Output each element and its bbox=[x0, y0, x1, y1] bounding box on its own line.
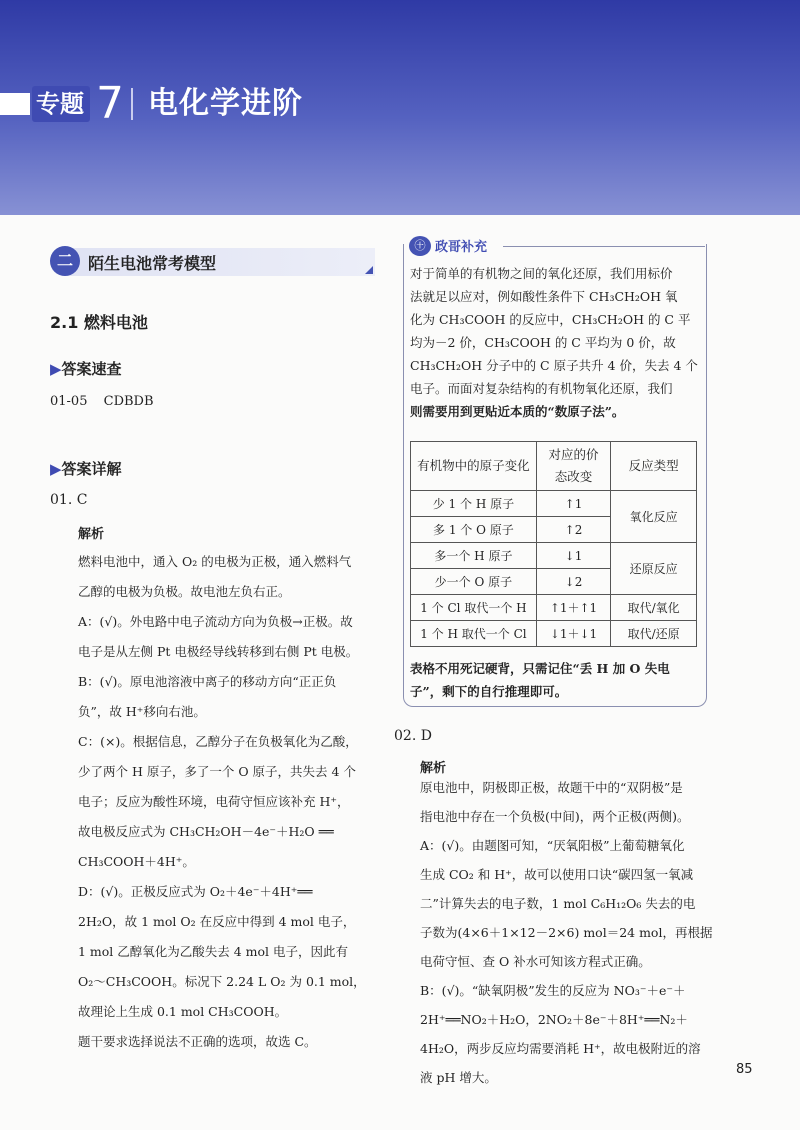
q2-number: 02. D bbox=[394, 728, 432, 744]
section-badge: 二 bbox=[50, 246, 80, 276]
q1-line: 少了两个 H 原子，多了一个 O 原子，共失去 4 个 bbox=[78, 764, 356, 779]
supplement-line: 法就足以应对，例如酸性条件下 CH₃CH₂OH 氧 bbox=[410, 289, 678, 304]
table-row bbox=[411, 543, 697, 569]
chapter-label: 专题 bbox=[32, 86, 90, 122]
detail-heading bbox=[50, 458, 122, 479]
quick-heading-text: 答案速查 bbox=[61, 360, 122, 378]
table-cell: 少 1 个 H 原子 bbox=[411, 491, 537, 517]
quick-answers bbox=[50, 394, 154, 409]
q2-line: 电荷守恒、查 O 补水可知该方程式正确。 bbox=[420, 954, 651, 969]
q2-line: A：(√)。由题图可知，“厌氧阳极”上葡萄糖氧化 bbox=[420, 838, 685, 853]
subsection-title: 2.1 燃料电池 bbox=[50, 313, 148, 332]
table-cell: ↓1 bbox=[536, 543, 610, 569]
supplement-line: 电子。而面对复杂结构的有机物氧化还原，我们 bbox=[410, 381, 673, 396]
triangle-right-icon: ▶ bbox=[50, 460, 62, 478]
table-cell: 1 个 H 取代一个 Cl bbox=[411, 621, 537, 647]
supplement-line: 对于简单的有机物之间的氧化还原，我们用标价 bbox=[410, 266, 673, 281]
q1-explanation bbox=[78, 547, 383, 1057]
q2-line: 生成 CO₂ 和 H⁺，故可以使用口诀“碳四氢一氧减 bbox=[420, 867, 694, 882]
q2-line: 原电池中，阴极即正极，故题干中的“双阴极”是 bbox=[420, 780, 683, 795]
supplement-header bbox=[403, 236, 705, 256]
corner-triangle-icon bbox=[365, 266, 373, 274]
supplement-line: 均为－2 价，CH₃COOH 的 C 平均为 0 价，故 bbox=[410, 335, 676, 350]
q2-jiexi: 解析 bbox=[420, 761, 447, 776]
q1-number: 01. C bbox=[50, 492, 88, 508]
q1-line: O₂～CH₃COOH。标况下 2.24 L O₂ 为 0.1 mol， bbox=[78, 974, 366, 989]
table-cell: 1 个 Cl 取代一个 H bbox=[411, 595, 537, 621]
q1-jiexi: 解析 bbox=[78, 527, 105, 542]
chapter-title: 电化学进阶 bbox=[148, 86, 303, 121]
quick-answer-heading bbox=[50, 358, 122, 379]
q1-line: 题干要求选择说法不正确的选项，故选 C。 bbox=[78, 1034, 317, 1049]
table-header-row bbox=[411, 442, 697, 491]
q1-line: 1 mol 乙醇氧化为乙酸失去 4 mol 电子，因此有 bbox=[78, 944, 349, 959]
quick-letters: CDBDB bbox=[103, 394, 154, 409]
table-row bbox=[411, 491, 697, 517]
q1-line: 2H₂O，故 1 mol O₂ 在反应中得到 4 mol 电子， bbox=[78, 914, 356, 929]
q1-line: D：(√)。正极反应式为 O₂＋4e⁻＋4H⁺══ bbox=[78, 884, 313, 899]
q1-line: 故电极反应式为 CH₃CH₂OH－4e⁻＋H₂O ══ bbox=[78, 824, 334, 839]
banner-strip bbox=[0, 93, 30, 115]
supplement-line: CH₃CH₂OH 分子中的 C 原子共升 4 价，失去 4 个 bbox=[410, 358, 698, 373]
table-row bbox=[411, 595, 697, 621]
table-header-cell: 对应的价态改变 bbox=[536, 442, 610, 491]
table-cell: 多一个 H 原子 bbox=[411, 543, 537, 569]
table-cell: 取代/氧化 bbox=[611, 595, 697, 621]
table-cell: ↓2 bbox=[536, 569, 610, 595]
section-header bbox=[50, 248, 375, 276]
page-number: 85 bbox=[736, 1062, 753, 1077]
q1-line: CH₃COOH＋4H⁺。 bbox=[78, 854, 195, 869]
triangle-right-icon: ▶ bbox=[50, 360, 62, 378]
table-cell: 氧化反应 bbox=[611, 491, 697, 543]
section-title: 陌生电池常考模型 bbox=[88, 254, 217, 273]
q2-line: 指电池中存在一个负极(中间)，两个正极(两侧)。 bbox=[420, 809, 690, 824]
q1-line: 负”，故 H⁺移向右池。 bbox=[78, 704, 206, 719]
table-cell: ↑2 bbox=[536, 517, 610, 543]
table-header-cell: 反应类型 bbox=[611, 442, 697, 491]
valence-table bbox=[410, 441, 697, 647]
q2-line: 二”计算失去的电子数，1 mol C₆H₁₂O₆ 失去的电 bbox=[420, 896, 696, 911]
chapter-number: 7 bbox=[96, 78, 124, 129]
supplement-foot-line: 子”，剩下的自行推理即可。 bbox=[410, 684, 568, 699]
q1-line: A：(√)。外电路中电子流动方向为负极→正极。故 bbox=[78, 614, 353, 629]
supplement-intro bbox=[410, 262, 700, 423]
q2-line: 子数为(4×6＋1×12－2×6) mol＝24 mol，再根据 bbox=[420, 925, 713, 940]
q1-line: 燃料电池中，通入 O₂ 的电极为正极，通入燃料气 bbox=[78, 554, 352, 569]
table-cell: 少一个 O 原子 bbox=[411, 569, 537, 595]
table-header-cell: 有机物中的原子变化 bbox=[411, 442, 537, 491]
q2-line: 2H⁺══NO₂＋H₂O，2NO₂＋8e⁻＋8H⁺══N₂＋ bbox=[420, 1012, 688, 1027]
q2-line: 液 pH 增大。 bbox=[420, 1070, 497, 1085]
table-cell: 多 1 个 O 原子 bbox=[411, 517, 537, 543]
q1-line: 乙醇的电极为负极。故电池左负右正。 bbox=[78, 584, 291, 599]
supplement-icon: ㊉ bbox=[409, 236, 431, 256]
chapter-banner bbox=[0, 0, 800, 215]
q2-explanation bbox=[420, 773, 735, 1092]
q1-line: 电子；反应为酸性环境，电荷守恒应该补充 H⁺， bbox=[78, 794, 350, 809]
q2-line: B：(√)。“缺氧阴极”发生的反应为 NO₃⁻＋e⁻＋ bbox=[420, 983, 686, 998]
q1-line: 电子是从左侧 Pt 电极经导线转移到右侧 Pt 电极。 bbox=[78, 644, 359, 659]
quick-range: 01-05 bbox=[50, 394, 88, 409]
q1-line: B：(√)。原电池溶液中离子的移动方向“正正负 bbox=[78, 674, 337, 689]
table-cell: 取代/还原 bbox=[611, 621, 697, 647]
banner-separator bbox=[131, 88, 133, 120]
q1-line: 故理论上生成 0.1 mol CH₃COOH。 bbox=[78, 1004, 288, 1019]
q1-line: C：(×)。根据信息，乙醇分子在负极氧化为乙酸， bbox=[78, 734, 358, 749]
table-cell: ↓1＋↓1 bbox=[536, 621, 610, 647]
supplement-title: 政哥补充 bbox=[435, 240, 488, 255]
q2-line: 4H₂O，两步反应均需要消耗 H⁺，故电极附近的溶 bbox=[420, 1041, 701, 1056]
detail-heading-text: 答案详解 bbox=[61, 460, 122, 478]
table-cell: 还原反应 bbox=[611, 543, 697, 595]
table-cell: ↑1 bbox=[536, 491, 610, 517]
table-cell: ↑1＋↑1 bbox=[536, 595, 610, 621]
supplement-line: 则需要用到更贴近本质的“数原子法”。 bbox=[410, 404, 625, 419]
supplement-line: 化为 CH₃COOH 的反应中，CH₃CH₂OH 的 C 平 bbox=[410, 312, 691, 327]
table-row bbox=[411, 621, 697, 647]
supplement-foot-line: 表格不用死记硬背，只需记住“丢 H 加 O 失电 bbox=[410, 661, 670, 676]
supplement-header-line bbox=[503, 246, 705, 247]
supplement-footer bbox=[410, 657, 700, 703]
